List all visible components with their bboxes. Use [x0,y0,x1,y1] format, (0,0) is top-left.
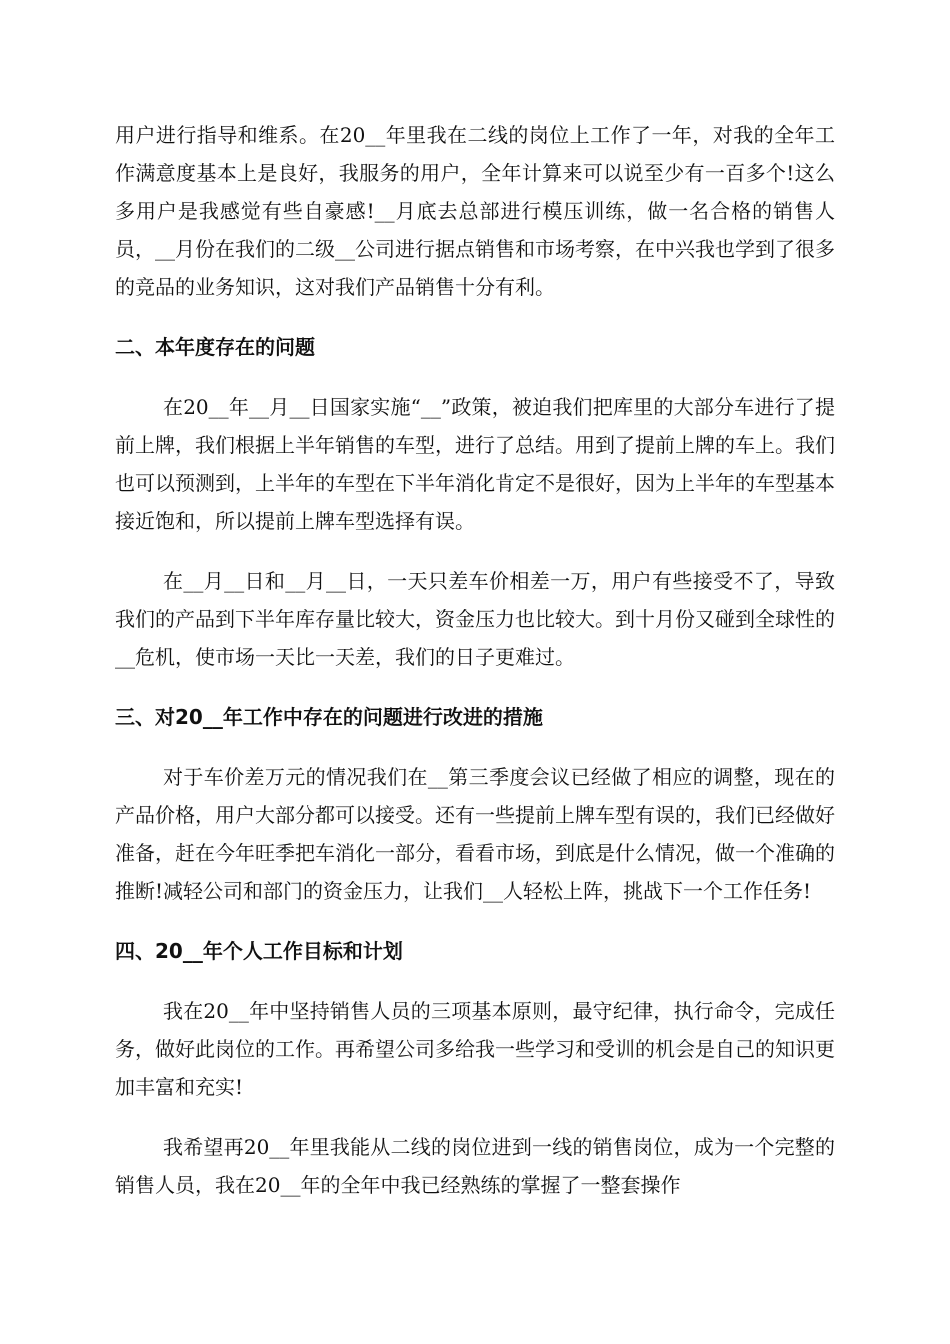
paragraph-problems-1: 在20__年__月__日国家实施“__”政策，被迫我们把库里的大部分车进行了提前上牌，我们根据上半年销售的车型，进行了总结。用到了提前上牌的车上。我们也可以预测到，上半年的车型在下半年消化肯定不是很好，因为上半年的车型基本接近饱和，所以提前上牌车型选择有误。 [115,395,835,533]
section-heading-goals: 四、20__年个人工作目标和计划 [115,939,403,963]
section-heading-improvements: 三、对20__年工作中存在的问题进行改进的措施 [115,705,543,729]
paragraph-problems-2: 在__月__日和__月__日，一天只差车价相差一万，用户有些接受不了，导致我们的产品到下半年库存量比较大，资金压力也比较大。到十月份又碰到全球性的__危机，使市场一天比一天差，我们的日子更难过。 [115,569,835,669]
paragraph-intro-continued: 用户进行指导和维系。在20__年里我在二线的岗位上工作了一年，对我的全年工作满意度基本上是良好，我服务的用户，全年计算来可以说至少有一百多个!这么多用户是我感觉有些自豪感!__月底去总部进行模压训练，做一名合格的销售人员，__月份在我们的二级__公司进行据点销售和市场考察，在中兴我也学到了很多的竞品的业务知识，这对我们产品销售十分有利。 [115,123,835,299]
paragraph-goals-2: 我希望再20__年里我能从二线的岗位进到一线的销售岗位，成为一个完整的销售人员，我在20__年的全年中我已经熟练的掌握了一整套操作 [115,1135,835,1197]
paragraph-improvements: 对于车价差万元的情况我们在__第三季度会议已经做了相应的调整，现在的产品价格，用户大部分都可以接受。还有一些提前上牌车型有误的，我们已经做好准备，赶在今年旺季把车消化一部分，看看市场，到底是什么情况，做一个准确的推断!减轻公司和部门的资金压力，让我们__人轻松上阵，挑战下一个工作任务! [115,765,835,903]
section-heading-problems: 二、本年度存在的问题 [115,335,315,359]
document-page [115,116,835,1226]
paragraph-goals-1: 我在20__年中坚持销售人员的三项基本原则，最守纪律，执行命令，完成任务，做好此岗位的工作。再希望公司多给我一些学习和受训的机会是自己的知识更加丰富和充实! [115,999,835,1099]
